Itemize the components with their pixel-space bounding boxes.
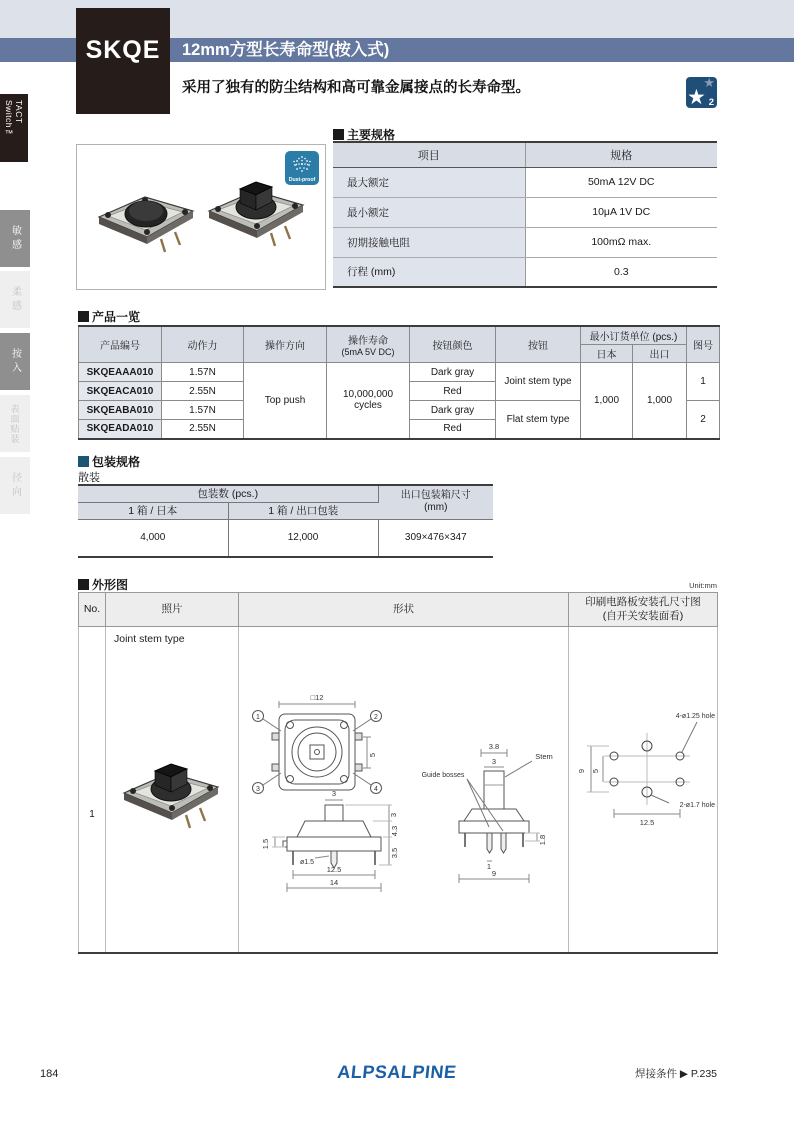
dim-top-side: 5 [368, 752, 377, 758]
section-bullet-navy [78, 456, 89, 467]
col-export-box-size [378, 485, 493, 519]
col-pcb-drawing [569, 593, 718, 627]
col-stem: 按钮 [496, 326, 581, 363]
operating-direction: Top push [244, 363, 327, 439]
main-specs-table [333, 141, 717, 288]
dim-front-lead: ø1.5 [299, 859, 315, 866]
outline-photo-cell [106, 627, 239, 953]
table-row [79, 363, 720, 382]
col-figure: 图号 [687, 326, 720, 363]
figure-number: 1 [687, 363, 720, 401]
dim-side-boss: 1.8 [538, 834, 547, 846]
terminal-3: 3 [256, 786, 260, 793]
dim-front-h2: 4.3 [390, 825, 399, 837]
button-color: Red [410, 382, 496, 401]
section-title-text: 包装规格 [92, 455, 141, 469]
operating-force: 1.57N [162, 401, 244, 420]
qty-export: 12,000 [228, 519, 378, 557]
packaging-table [78, 484, 493, 558]
spec-col-value: 规格 [525, 142, 717, 167]
model-code: SKQE [85, 36, 161, 64]
button-color: Dark gray [410, 363, 496, 382]
box-size-line1: 出口包装箱尺寸 [400, 489, 471, 501]
operating-force: 2.55N [162, 382, 244, 401]
stem-callout: Stem [535, 752, 553, 761]
terminal-1: 1 [256, 714, 260, 721]
col-shape: 形状 [239, 593, 569, 627]
pcb-header-line2: (自开关安装面看) [602, 609, 684, 622]
col-moq-japan: 日本 [581, 345, 633, 363]
section-bullet [78, 579, 89, 590]
spec-value: 10μA 1V DC [525, 197, 717, 227]
col-button-color: 按钮颜色 [410, 326, 496, 363]
star-rating-badge [686, 77, 717, 108]
terminal-4: 4 [374, 786, 378, 793]
spec-item: 最大额定 [333, 167, 525, 197]
col-operating-life [327, 326, 410, 363]
col-part-number: 产品编号 [79, 326, 162, 363]
sidebar-tab-smt [0, 395, 30, 452]
col-packing-qty: 包装数 (pcs.) [78, 485, 378, 502]
page-number: 184 [40, 1068, 59, 1080]
col-life-line1: 操作寿命 [348, 336, 388, 347]
section-title-text: 外形图 [92, 578, 129, 592]
figure-number: 1 [89, 809, 95, 820]
section-title-outline [78, 576, 128, 593]
table-row [78, 519, 493, 557]
life-value: 10,000,000 [342, 389, 394, 401]
star-rating-count: 2 [708, 97, 714, 108]
dim-side-stem: 3 [491, 757, 497, 766]
dim-front-pitch: 12.5 [326, 865, 342, 874]
sidebar-tab-label: 按入 [9, 347, 21, 376]
section-title-packaging [78, 453, 140, 470]
pcb-hole4-label: 4-ø1.25 hole [675, 713, 715, 720]
dim-pcb-outer: 9 [577, 768, 586, 774]
table-row [79, 627, 718, 953]
outline-no-cell [79, 627, 106, 953]
operating-life [327, 363, 410, 439]
pcb-header-line1: 印刷电路板安装孔尺寸图 [585, 595, 701, 608]
dim-front-width: 14 [329, 878, 339, 887]
spec-value: 100mΩ max. [525, 227, 717, 257]
dim-front-boss: 1.5 [261, 838, 270, 850]
section-bullet [78, 311, 89, 322]
dim-pcb-pitch: 12.5 [639, 818, 655, 827]
outline-shape-cell [239, 627, 569, 953]
outline-photo [112, 739, 232, 831]
button-color: Red [410, 420, 496, 439]
product-photo-box [76, 144, 326, 290]
col-direction: 操作方向 [244, 326, 327, 363]
shape-drawing [239, 657, 569, 919]
stem-type-label: Joint stem type [114, 633, 185, 645]
brand-logo: ALPSALPINE [336, 1062, 458, 1082]
table-row [333, 227, 717, 257]
spec-col-item: 项目 [333, 142, 525, 167]
box-size-line2: (mm) [424, 502, 448, 514]
qty-japan: 4,000 [78, 519, 228, 557]
dustproof-badge [285, 151, 319, 185]
table-row [333, 197, 717, 227]
sidebar-tab-radial [0, 457, 30, 514]
dim-side-width: 9 [491, 869, 497, 878]
col-life-line2: (5mA 5V DC) [341, 347, 395, 357]
export-box-size: 309×476×347 [378, 519, 493, 557]
col-box-export: 1 箱 / 出口包装 [228, 502, 378, 519]
series-label-box [0, 94, 28, 162]
col-operating-force: 动作力 [162, 326, 244, 363]
section-bullet [333, 129, 344, 140]
sidebar-tab-label: 柔感 [9, 285, 21, 314]
dim-side-top: 3.8 [488, 742, 500, 751]
sidebar-tab-sensitive [0, 210, 30, 267]
sidebar-tab-label: 径向 [9, 471, 21, 500]
section-title-text: 主要规格 [347, 128, 396, 142]
page-subtitle: 采用了独有的防尘结构和高可靠金属接点的长寿命型。 [182, 80, 530, 96]
outline-pcb-cell [569, 627, 718, 953]
spec-item: 初期接触电阻 [333, 227, 525, 257]
dustproof-icon [285, 151, 319, 185]
series-label: TACT Switch™ [4, 100, 24, 139]
page-title: 12mm方型长寿命型(按入式) [182, 41, 390, 59]
operating-force: 2.55N [162, 420, 244, 439]
part-number: SKQEAAA010 [79, 363, 162, 382]
star-icon: ★ [687, 86, 706, 109]
moq-japan: 1,000 [581, 363, 633, 439]
col-moq: 最小订货单位 (pcs.) [581, 326, 687, 345]
pcb-hole2-label: 2-ø1.7 hole [679, 802, 715, 809]
part-number: SKQEADA010 [79, 420, 162, 439]
operating-force: 1.57N [162, 363, 244, 382]
table-row [333, 257, 717, 287]
sidebar-tab-label: 表面贴装 [9, 403, 20, 444]
stem-type: Flat stem type [496, 401, 581, 439]
part-number: SKQEABA010 [79, 401, 162, 420]
dim-front-h1: 3 [389, 812, 398, 818]
col-moq-export: 出口 [633, 345, 687, 363]
pcb-hole-drawing [569, 689, 718, 849]
figure-number: 2 [687, 401, 720, 439]
sidebar-tab-label: 敏感 [9, 224, 21, 253]
outline-table [78, 592, 718, 954]
sidebar-tab-push [0, 333, 30, 390]
moq-export: 1,000 [633, 363, 687, 439]
guide-bosses-callout: Guide bosses [421, 772, 465, 779]
product-list-table [78, 325, 720, 440]
packaging-subtitle: 散装 [78, 472, 100, 484]
unit-note: Unit:mm [689, 581, 717, 590]
stem-type: Joint stem type [496, 363, 581, 401]
dustproof-label: Dust-proof [288, 177, 316, 183]
spec-value: 0.3 [525, 257, 717, 287]
table-row [333, 167, 717, 197]
star-outline-icon: ★ [703, 75, 715, 90]
soldering-conditions-link[interactable]: 焊接条件 ▶ P.235 [635, 1068, 717, 1080]
section-title-text: 产品一览 [92, 310, 141, 324]
spec-item: 行程 (mm) [333, 257, 525, 287]
col-box-japan: 1 箱 / 日本 [78, 502, 228, 519]
spec-item: 最小额定 [333, 197, 525, 227]
sidebar-tab-soft [0, 271, 30, 328]
life-unit: cycles [354, 400, 382, 412]
dim-pcb-inner: 5 [591, 768, 600, 774]
terminal-2: 2 [374, 714, 378, 721]
button-color: Dark gray [410, 401, 496, 420]
col-photo: 照片 [106, 593, 239, 627]
dim-side-lead: 1 [486, 862, 492, 871]
part-number: SKQEACA010 [79, 382, 162, 401]
model-code-box [76, 8, 170, 114]
spec-value: 50mA 12V DC [525, 167, 717, 197]
col-no: No. [79, 593, 106, 627]
section-title-products [78, 308, 140, 325]
dim-front-h3: 3.5 [390, 847, 399, 859]
dim-top-square: □12 [310, 693, 324, 702]
dim-front-stem: 3 [331, 789, 337, 798]
